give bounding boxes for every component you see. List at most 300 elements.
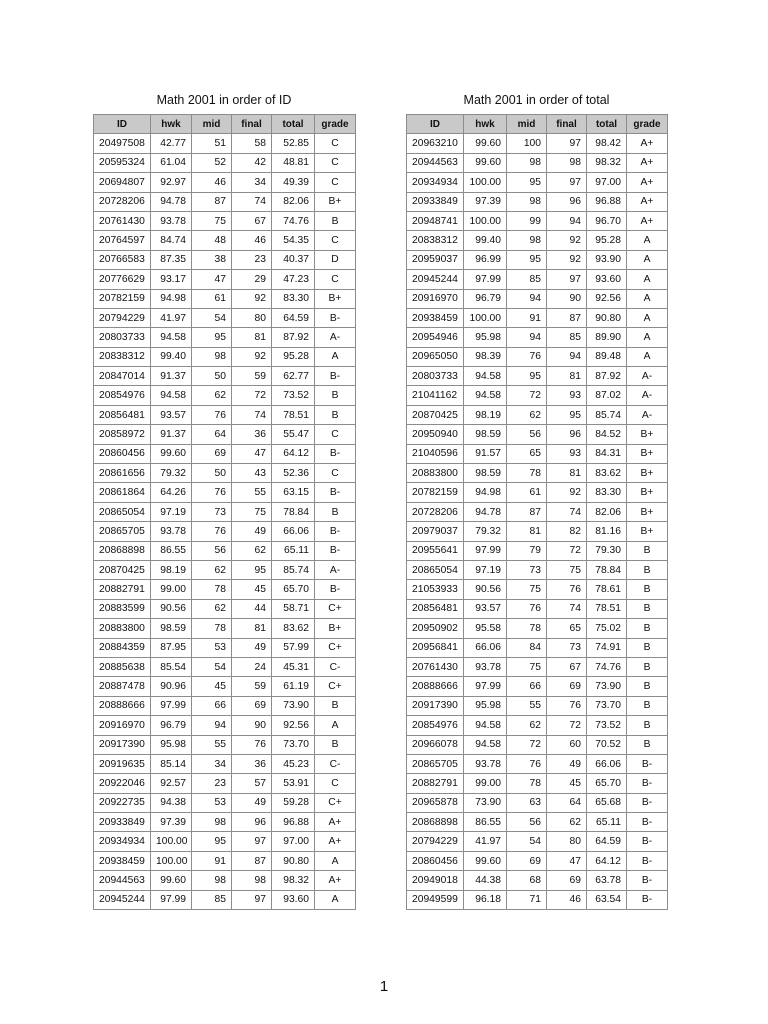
hwk-cell: 99.60 [151,444,192,463]
final-cell: 95 [232,560,272,579]
mid-cell: 54 [192,657,232,676]
hwk-cell: 96.99 [464,250,507,269]
hwk-cell: 94.38 [151,793,192,812]
total-cell: 55.47 [272,425,315,444]
final-cell: 81 [547,367,587,386]
mid-cell: 98 [192,871,232,890]
mid-cell: 95 [507,173,547,192]
grade-cell: B [627,677,668,696]
table-row [94,153,356,172]
id-cell: 20856481 [407,599,464,618]
final-cell: 92 [232,289,272,308]
grade-cell: B+ [627,522,668,541]
grade-cell: C [315,270,356,289]
mid-cell: 66 [192,696,232,715]
id-cell: 20803733 [407,367,464,386]
table-row [94,270,356,289]
hwk-cell: 79.32 [151,464,192,483]
mid-cell: 47 [192,270,232,289]
id-cell: 20956841 [407,638,464,657]
id-cell: 21053933 [407,580,464,599]
final-cell: 57 [232,774,272,793]
hwk-cell: 94.58 [464,735,507,754]
id-cell: 20965878 [407,793,464,812]
id-cell: 20948741 [407,211,464,230]
hwk-cell: 98.19 [151,560,192,579]
total-cell: 64.59 [272,308,315,327]
id-cell: 20860456 [94,444,151,463]
total-cell: 93.60 [587,270,627,289]
id-cell: 20938459 [94,851,151,870]
final-cell: 74 [547,599,587,618]
id-cell: 20865705 [407,754,464,773]
header-row [407,115,668,134]
id-cell: 20595324 [94,153,151,172]
total-cell: 65.11 [272,541,315,560]
table-row [407,754,668,773]
mid-cell: 99 [507,211,547,230]
grade-cell: B [627,541,668,560]
final-cell: 81 [232,619,272,638]
hwk-cell: 98.39 [464,347,507,366]
total-cell: 48.81 [272,153,315,172]
hwk-cell: 93.57 [151,405,192,424]
final-cell: 95 [547,405,587,424]
grade-cell: B- [627,871,668,890]
final-cell: 62 [232,541,272,560]
total-cell: 89.90 [587,328,627,347]
id-cell: 20838312 [94,347,151,366]
hwk-cell: 66.06 [464,638,507,657]
grade-cell: B [315,735,356,754]
total-cell: 92.56 [272,716,315,735]
mid-cell: 62 [192,599,232,618]
total-cell: 74.76 [587,657,627,676]
hwk-cell: 94.58 [464,716,507,735]
table-row [94,464,356,483]
table-row [407,696,668,715]
table-row [407,774,668,793]
mid-cell: 98 [192,813,232,832]
grade-cell: B [315,502,356,521]
table-by-total [406,92,667,910]
mid-cell: 48 [192,231,232,250]
id-cell: 20854976 [94,386,151,405]
hwk-cell: 100.00 [151,832,192,851]
table-row [94,405,356,424]
table-row [94,328,356,347]
total-cell: 87.02 [587,386,627,405]
final-cell: 98 [547,153,587,172]
mid-cell: 53 [192,793,232,812]
hwk-cell: 94.58 [151,386,192,405]
hwk-cell: 96.18 [464,890,507,909]
grade-cell: C+ [315,599,356,618]
total-cell: 85.74 [272,560,315,579]
id-cell: 20694807 [94,173,151,192]
hwk-cell: 100.00 [464,173,507,192]
hwk-cell: 94.98 [151,289,192,308]
hwk-cell: 99.40 [464,231,507,250]
total-cell: 78.84 [587,560,627,579]
final-cell: 64 [547,793,587,812]
grade-cell: A [315,851,356,870]
id-cell: 20856481 [94,405,151,424]
total-cell: 61.19 [272,677,315,696]
total-cell: 82.06 [272,192,315,211]
final-cell: 98 [232,871,272,890]
table-row [94,735,356,754]
final-cell: 92 [547,250,587,269]
total-cell: 84.52 [587,425,627,444]
mid-cell: 64 [192,425,232,444]
final-cell: 75 [232,502,272,521]
final-cell: 93 [547,444,587,463]
hwk-cell: 87.95 [151,638,192,657]
hwk-cell: 95.58 [464,619,507,638]
total-cell: 96.70 [587,211,627,230]
mid-cell: 50 [192,464,232,483]
table-row [94,696,356,715]
id-cell: 20794229 [94,308,151,327]
mid-cell: 62 [507,405,547,424]
final-cell: 90 [232,716,272,735]
total-cell: 73.52 [272,386,315,405]
hwk-cell: 90.56 [151,599,192,618]
grade-cell: A+ [627,192,668,211]
final-cell: 94 [547,211,587,230]
id-cell: 20934934 [407,173,464,192]
final-cell: 46 [547,890,587,909]
total-cell: 45.31 [272,657,315,676]
final-cell: 76 [547,696,587,715]
hwk-cell: 99.40 [151,347,192,366]
grade-cell: A [315,890,356,909]
mid-cell: 95 [192,328,232,347]
hwk-cell: 100.00 [464,211,507,230]
header-grade: grade [627,115,668,134]
grade-cell: A- [627,405,668,424]
grade-cell: C [315,425,356,444]
header-total: total [272,115,315,134]
total-cell: 64.12 [272,444,315,463]
total-cell: 65.70 [587,774,627,793]
table-row [407,192,668,211]
id-cell: 20884359 [94,638,151,657]
hwk-cell: 90.96 [151,677,192,696]
mid-cell: 38 [192,250,232,269]
mid-cell: 81 [507,522,547,541]
grade-cell: B- [315,308,356,327]
mid-cell: 87 [507,502,547,521]
id-cell: 20766583 [94,250,151,269]
table-row [94,851,356,870]
mid-cell: 72 [507,735,547,754]
id-cell: 20794229 [407,832,464,851]
hwk-cell: 95.98 [151,735,192,754]
grade-cell: B- [627,890,668,909]
final-cell: 76 [232,735,272,754]
hwk-cell: 97.19 [151,502,192,521]
table-row [407,367,668,386]
id-cell: 20728206 [407,502,464,521]
table-row [94,386,356,405]
final-cell: 55 [232,483,272,502]
id-cell: 20861656 [94,464,151,483]
table-row [94,774,356,793]
total-cell: 83.62 [587,464,627,483]
final-cell: 96 [547,192,587,211]
mid-cell: 75 [507,657,547,676]
table-row [94,716,356,735]
final-cell: 45 [232,580,272,599]
hwk-cell: 97.99 [464,270,507,289]
table-row [94,657,356,676]
total-cell: 52.85 [272,134,315,153]
total-cell: 87.92 [272,328,315,347]
mid-cell: 51 [192,134,232,153]
grade-cell: A+ [627,173,668,192]
grade-cell: A [315,716,356,735]
mid-cell: 62 [192,386,232,405]
hwk-cell: 99.00 [464,774,507,793]
hwk-cell: 94.98 [464,483,507,502]
mid-cell: 76 [192,483,232,502]
table-row [407,308,668,327]
hwk-cell: 98.59 [464,464,507,483]
mid-cell: 95 [507,367,547,386]
total-cell: 66.06 [587,754,627,773]
grade-cell: B [627,735,668,754]
total-cell: 66.06 [272,522,315,541]
final-cell: 76 [547,580,587,599]
grade-cell: C+ [315,638,356,657]
header-hwk: hwk [464,115,507,134]
id-cell: 20782159 [94,289,151,308]
final-cell: 92 [547,483,587,502]
grade-cell: A [627,308,668,327]
table-row [94,677,356,696]
final-cell: 96 [547,425,587,444]
hwk-cell: 84.74 [151,231,192,250]
grades-table [93,114,356,910]
total-cell: 84.31 [587,444,627,463]
grade-cell: B- [315,367,356,386]
grade-cell: B [627,619,668,638]
total-cell: 49.39 [272,173,315,192]
grade-cell: A [627,231,668,250]
table-row [94,192,356,211]
table-row [94,871,356,890]
mid-cell: 76 [192,405,232,424]
header-id: ID [407,115,464,134]
total-cell: 93.60 [272,890,315,909]
total-cell: 73.52 [587,716,627,735]
total-cell: 98.32 [587,153,627,172]
grade-cell: B- [627,851,668,870]
id-cell: 20883800 [407,464,464,483]
hwk-cell: 91.37 [151,425,192,444]
id-cell: 20888666 [94,696,151,715]
final-cell: 73 [547,638,587,657]
id-cell: 20955641 [407,541,464,560]
hwk-cell: 93.78 [464,754,507,773]
final-cell: 42 [232,153,272,172]
total-cell: 47.23 [272,270,315,289]
final-cell: 96 [232,813,272,832]
final-cell: 81 [232,328,272,347]
final-cell: 92 [232,347,272,366]
grade-cell: A [627,347,668,366]
id-cell: 20761430 [94,211,151,230]
grade-cell: B [627,716,668,735]
final-cell: 67 [547,657,587,676]
table-row [407,619,668,638]
id-cell: 20888666 [407,677,464,696]
hwk-cell: 73.90 [464,793,507,812]
grade-cell: B- [315,483,356,502]
grades-table [406,114,668,910]
table-row [94,813,356,832]
table-row [407,871,668,890]
id-cell: 20919635 [94,754,151,773]
hwk-cell: 85.54 [151,657,192,676]
final-cell: 60 [547,735,587,754]
total-cell: 82.06 [587,502,627,521]
table-row [407,153,668,172]
hwk-cell: 94.78 [464,502,507,521]
grade-cell: B [627,560,668,579]
mid-cell: 78 [507,619,547,638]
table-row [407,638,668,657]
table-row [407,793,668,812]
final-cell: 87 [547,308,587,327]
total-cell: 83.30 [587,483,627,502]
final-cell: 97 [547,270,587,289]
mid-cell: 46 [192,173,232,192]
table-row [94,638,356,657]
grade-cell: C- [315,754,356,773]
hwk-cell: 90.56 [464,580,507,599]
total-cell: 65.68 [587,793,627,812]
grade-cell: C+ [315,793,356,812]
total-cell: 65.11 [587,813,627,832]
grade-cell: B- [627,774,668,793]
table-row [94,560,356,579]
header-row [94,115,356,134]
mid-cell: 61 [507,483,547,502]
hwk-cell: 97.99 [151,890,192,909]
id-cell: 20949018 [407,871,464,890]
final-cell: 59 [232,677,272,696]
mid-cell: 98 [507,231,547,250]
final-cell: 23 [232,250,272,269]
total-cell: 78.84 [272,502,315,521]
total-cell: 78.51 [587,599,627,618]
table-row [94,211,356,230]
hwk-cell: 97.39 [464,192,507,211]
grade-cell: C [315,464,356,483]
id-cell: 20865705 [94,522,151,541]
hwk-cell: 95.98 [464,328,507,347]
grade-cell: B [627,599,668,618]
hwk-cell: 99.60 [464,153,507,172]
grade-cell: C [315,231,356,250]
grade-cell: C [315,774,356,793]
id-cell: 20950940 [407,425,464,444]
mid-cell: 54 [192,308,232,327]
header-hwk: hwk [151,115,192,134]
hwk-cell: 99.60 [464,134,507,153]
mid-cell: 75 [507,580,547,599]
table-row [407,657,668,676]
final-cell: 49 [547,754,587,773]
final-cell: 34 [232,173,272,192]
id-cell: 21041162 [407,386,464,405]
table-row [407,502,668,521]
table-row [94,425,356,444]
id-cell: 20870425 [407,405,464,424]
hwk-cell: 97.99 [464,541,507,560]
table-row [407,832,668,851]
id-cell: 20933849 [407,192,464,211]
final-cell: 59 [232,367,272,386]
total-cell: 95.28 [587,231,627,250]
page-number: 1 [379,978,389,995]
id-cell: 20860456 [407,851,464,870]
grade-cell: A+ [627,134,668,153]
grade-cell: C [315,134,356,153]
table-row [407,289,668,308]
mid-cell: 63 [507,793,547,812]
grade-cell: B- [627,754,668,773]
final-cell: 90 [547,289,587,308]
final-cell: 81 [547,464,587,483]
mid-cell: 61 [192,289,232,308]
grade-cell: B [315,386,356,405]
table-row [407,134,668,153]
table-row [407,580,668,599]
table-row [407,541,668,560]
total-cell: 57.99 [272,638,315,657]
final-cell: 49 [232,638,272,657]
header-total: total [587,115,627,134]
grade-cell: A- [315,560,356,579]
hwk-cell: 93.78 [151,522,192,541]
table-row [94,580,356,599]
grade-cell: B- [315,580,356,599]
table-row [407,211,668,230]
id-cell: 20945244 [94,890,151,909]
table-row [94,541,356,560]
mid-cell: 79 [507,541,547,560]
id-cell: 20868898 [407,813,464,832]
table-row [407,560,668,579]
final-cell: 45 [547,774,587,793]
total-cell: 90.80 [587,308,627,327]
final-cell: 36 [232,425,272,444]
table-row [407,328,668,347]
mid-cell: 78 [192,619,232,638]
hwk-cell: 87.35 [151,250,192,269]
mid-cell: 100 [507,134,547,153]
table-row [407,405,668,424]
grade-cell: A [627,328,668,347]
hwk-cell: 98.19 [464,405,507,424]
hwk-cell: 92.97 [151,173,192,192]
table-row [407,347,668,366]
id-cell: 20865054 [407,560,464,579]
